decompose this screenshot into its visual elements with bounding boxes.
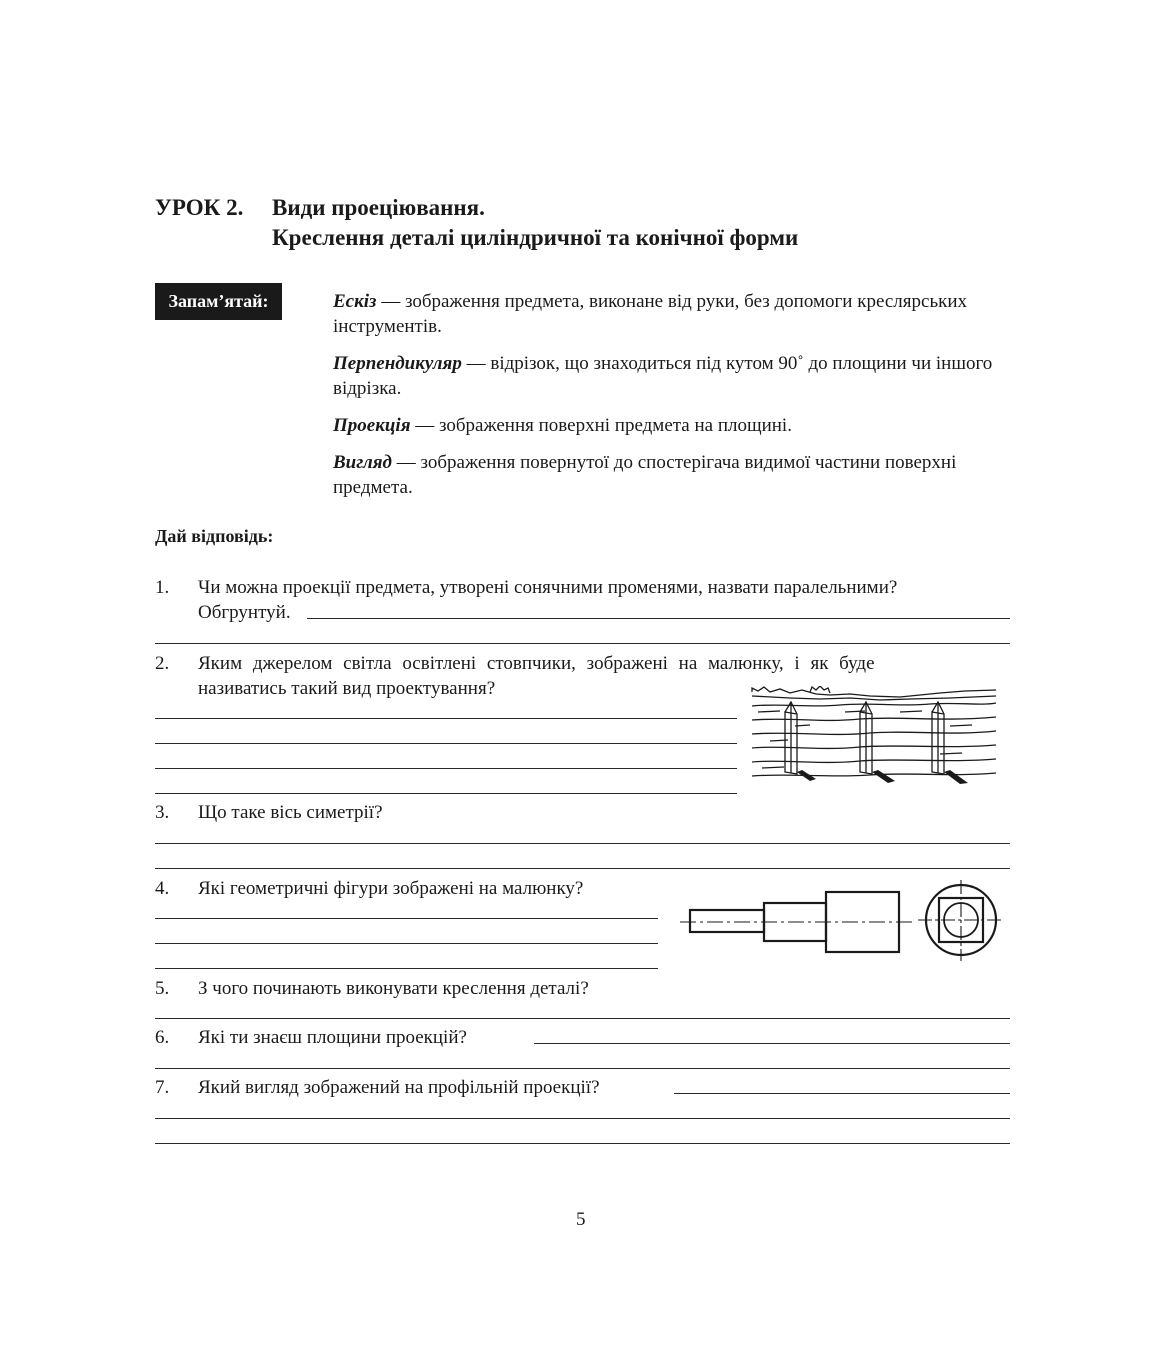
answer-line[interactable] xyxy=(155,793,737,794)
lesson-title-line1: Види проеціювання. xyxy=(272,195,485,220)
question-text: Яким джерелом світла освітлені стовпчики, зображені на малюнку, і як буде xyxy=(198,653,875,674)
definition-term: Ескіз xyxy=(333,291,377,312)
question-number: 7. xyxy=(155,1077,170,1098)
lesson-number: УРОК 2. xyxy=(155,195,244,220)
answer-line[interactable] xyxy=(155,743,737,744)
definition-text: — зображення поверхні предмета на площині. xyxy=(410,415,792,436)
question-number: 2. xyxy=(155,653,170,674)
posts-illustration xyxy=(750,686,998,788)
answer-line[interactable] xyxy=(155,1143,1010,1144)
answer-line[interactable] xyxy=(307,618,1010,619)
question-text: Які ти знаєш площини проекцій? xyxy=(198,1027,467,1048)
answer-line[interactable] xyxy=(155,1068,1010,1069)
answer-line[interactable] xyxy=(155,1118,1010,1119)
lesson-title-line2: Креслення деталі циліндричної та конічної форми xyxy=(272,225,799,250)
shaft-drawing xyxy=(678,880,1008,962)
answer-line[interactable] xyxy=(155,1018,1010,1019)
question-number: 4. xyxy=(155,878,170,899)
answer-line[interactable] xyxy=(155,718,737,719)
question-text: Що таке вісь симетрії? xyxy=(198,802,383,823)
answer-heading: Дай відповідь: xyxy=(155,526,274,546)
definition-view xyxy=(333,450,1023,500)
answer-line[interactable] xyxy=(155,918,658,919)
question-number: 6. xyxy=(155,1027,170,1048)
question-number: 3. xyxy=(155,802,170,823)
question-number: 5. xyxy=(155,978,170,999)
definition-text: — зображення предмета, виконане від руки, без допомоги креслярських інструментів. xyxy=(333,291,968,337)
answer-line[interactable] xyxy=(155,868,1010,869)
definition-term: Проекція xyxy=(333,415,411,436)
question-text: Чи можна проекції предмета, утворені сонячними променями, назвати паралельними? xyxy=(198,577,898,598)
question-number: 1. xyxy=(155,577,170,598)
answer-line[interactable] xyxy=(674,1093,1010,1094)
answer-line[interactable] xyxy=(534,1043,1010,1044)
page-number: 5 xyxy=(576,1209,586,1230)
question-text: називатись такий вид проектування? xyxy=(198,678,496,699)
question-text: З чого починають виконувати креслення деталі? xyxy=(198,978,589,999)
question-text: Обгрунтуй. xyxy=(198,602,291,623)
definition-sketch xyxy=(333,289,1023,339)
definition-projection xyxy=(333,413,1023,438)
definition-perpendicular xyxy=(333,351,1023,401)
definition-text: — зображення повернутої до спостерігача видимої частини поверхні предмета. xyxy=(333,452,957,498)
question-text: Який вигляд зображений на профільній проекції? xyxy=(198,1077,600,1098)
definition-term: Вигляд xyxy=(333,452,392,473)
question-text: Які геометричні фігури зображені на малюнку? xyxy=(198,878,584,899)
answer-line[interactable] xyxy=(155,968,658,969)
definition-term: Перпендикуляр xyxy=(333,353,462,374)
definition-text: — відрізок, що знаходиться під кутом 90˚ до площини чи іншого відрізка. xyxy=(333,353,993,399)
answer-line[interactable] xyxy=(155,643,1010,644)
remember-badge: Запам’ятай: xyxy=(155,283,282,320)
answer-line[interactable] xyxy=(155,843,1010,844)
answer-line[interactable] xyxy=(155,768,737,769)
answer-line[interactable] xyxy=(155,943,658,944)
